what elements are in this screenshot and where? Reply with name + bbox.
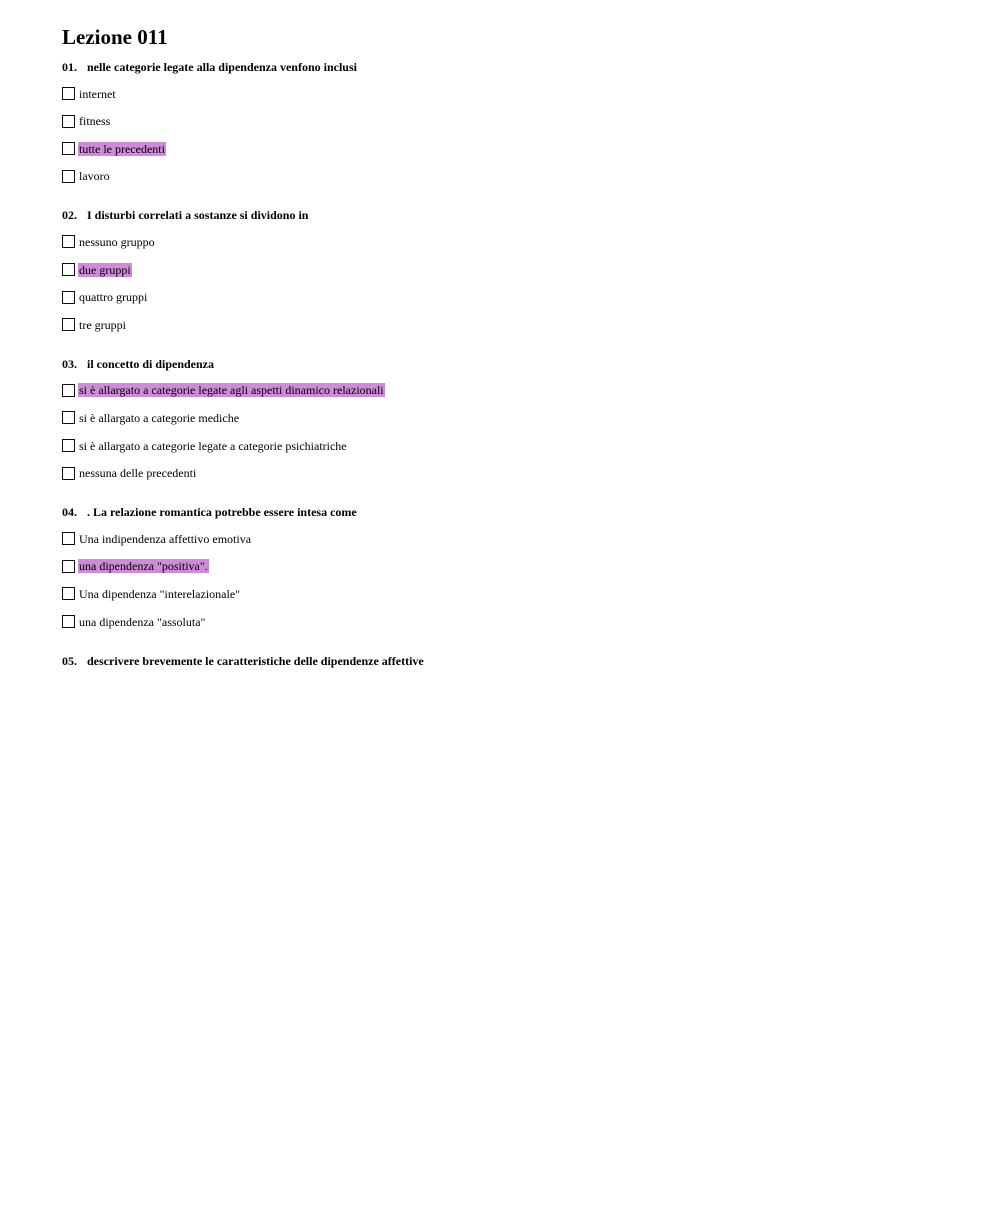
option-row[interactable] bbox=[62, 315, 962, 335]
option-row[interactable] bbox=[62, 436, 962, 456]
question-text: . La relazione romantica potrebbe essere intesa come bbox=[87, 505, 357, 520]
question-heading bbox=[62, 503, 962, 521]
question-text: I disturbi correlati a sostanze si dividono in bbox=[87, 208, 309, 223]
checkbox[interactable] bbox=[62, 384, 75, 397]
question-heading bbox=[62, 652, 962, 670]
option-label: nessuna delle precedenti bbox=[79, 466, 197, 481]
option-label: fitness bbox=[79, 114, 111, 129]
checkbox[interactable] bbox=[62, 560, 75, 573]
checkbox[interactable] bbox=[62, 411, 75, 424]
checkbox[interactable] bbox=[62, 291, 75, 304]
option-row[interactable] bbox=[62, 380, 962, 400]
option-label: quattro gruppi bbox=[79, 290, 148, 305]
option-label: Una indipendenza affettivo emotiva bbox=[79, 531, 252, 546]
checkbox[interactable] bbox=[62, 615, 75, 628]
option-label: Una dipendenza "interelazionale" bbox=[79, 586, 241, 601]
option-row[interactable] bbox=[62, 612, 962, 632]
option-row[interactable] bbox=[62, 84, 962, 104]
question-04 bbox=[62, 503, 962, 631]
option-label: si è allargato a categorie mediche bbox=[79, 410, 240, 425]
question-02 bbox=[62, 206, 962, 334]
option-row[interactable] bbox=[62, 260, 962, 280]
option-label-highlighted: una dipendenza "positiva". bbox=[79, 559, 208, 574]
checkbox[interactable] bbox=[62, 318, 75, 331]
option-label: tre gruppi bbox=[79, 317, 126, 332]
option-label: nessuno gruppo bbox=[79, 234, 155, 249]
question-number: 05. bbox=[62, 653, 77, 668]
option-label-highlighted: si è allargato a categorie legate agli aspetti dinamico relazionali bbox=[79, 383, 384, 398]
option-label-highlighted: due gruppi bbox=[79, 262, 131, 277]
option-label: una dipendenza "assoluta" bbox=[79, 614, 206, 629]
question-01 bbox=[62, 58, 962, 186]
option-label-highlighted: tutte le precedenti bbox=[79, 141, 165, 156]
option-row[interactable] bbox=[62, 584, 962, 604]
checkbox[interactable] bbox=[62, 439, 75, 452]
question-heading bbox=[62, 355, 962, 373]
option-label: lavoro bbox=[79, 169, 110, 184]
checkbox[interactable] bbox=[62, 467, 75, 480]
option-row[interactable] bbox=[62, 232, 962, 252]
option-label: internet bbox=[79, 86, 116, 101]
option-row[interactable] bbox=[62, 529, 962, 549]
option-row[interactable] bbox=[62, 166, 962, 186]
option-row[interactable] bbox=[62, 111, 962, 131]
quiz-page bbox=[62, 23, 962, 675]
checkbox[interactable] bbox=[62, 235, 75, 248]
question-number: 03. bbox=[62, 356, 77, 371]
option-label: si è allargato a categorie legate a categorie psichiatriche bbox=[79, 438, 347, 453]
question-number: 01. bbox=[62, 60, 77, 74]
page-title: Lezione 011 bbox=[62, 25, 168, 49]
checkbox[interactable] bbox=[62, 87, 75, 100]
option-row[interactable] bbox=[62, 287, 962, 307]
question-03 bbox=[62, 355, 962, 483]
checkbox[interactable] bbox=[62, 142, 75, 155]
checkbox[interactable] bbox=[62, 170, 75, 183]
option-row[interactable] bbox=[62, 556, 962, 576]
question-number: 04. bbox=[62, 505, 77, 520]
checkbox[interactable] bbox=[62, 587, 75, 600]
option-row[interactable] bbox=[62, 139, 962, 159]
checkbox[interactable] bbox=[62, 532, 75, 545]
checkbox[interactable] bbox=[62, 263, 75, 276]
question-05 bbox=[62, 652, 962, 670]
option-row[interactable] bbox=[62, 408, 962, 428]
checkbox[interactable] bbox=[62, 115, 75, 128]
question-text: nelle categorie legate alla dipendenza venfono inclusi bbox=[87, 60, 357, 74]
option-row[interactable] bbox=[62, 463, 962, 483]
question-text: il concetto di dipendenza bbox=[87, 356, 215, 371]
question-heading bbox=[62, 58, 962, 76]
question-number: 02. bbox=[62, 208, 77, 223]
question-heading bbox=[62, 206, 962, 224]
question-text: descrivere brevemente le caratteristiche delle dipendenze affettive bbox=[87, 653, 424, 668]
